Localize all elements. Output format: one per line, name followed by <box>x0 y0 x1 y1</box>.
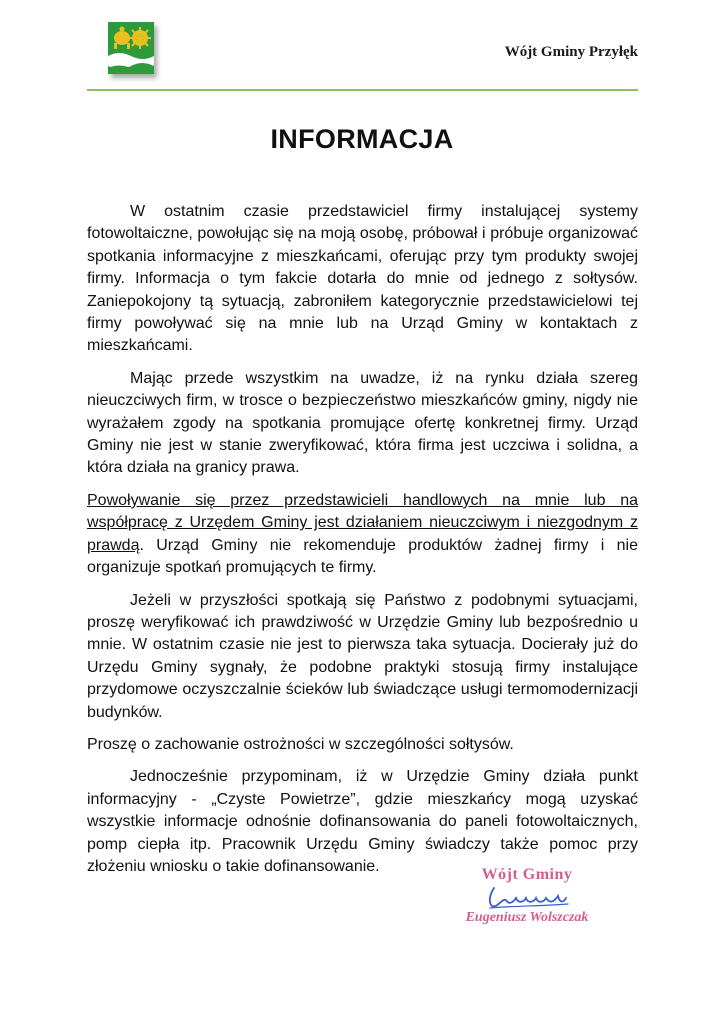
underlined-statement: Powoływanie się przez przedstawicieli handlowych na mnie lub na współpracę z Urzędem Gminy jest działaniem nieuczciwym i niezgodnym z prawdą <box>87 491 638 554</box>
paragraph-1: W ostatnim czasie przedstawiciel firmy instalującej systemy fotowoltaiczne, powołując się na moją osobę, próbował i próbuje organizować spotkania informacyjne z mieszkańcami, oferując przy tym produkty swojej firmy. Informacja o tym fakcie dotarła do mnie od jednego z sołtysów. Zaniepokojony tą sytuacją, zabroniłem kategorycznie przedstawicielowi tej firmy powoływać się na mnie lub na Urząd Gminy w kontaktach z mieszkańcami. <box>87 203 638 355</box>
document-title: INFORMACJA <box>270 124 454 154</box>
handwritten-signature-icon <box>472 884 582 910</box>
document-body <box>87 201 638 888</box>
paragraph-6: Jednocześnie przypominam, iż w Urzędzie Gminy działa punkt informacyjny - „Czyste Powietrze”, gdzie mieszkańcy mogą uzyskać wszystkie informacje odnośnie dofinansowania do paneli fotowoltaicznych, pomp ciepła itp. Pracownik Urzędu Gminy świadczy także pomoc przy złożeniu wniosku o takie dofinansowanie. <box>87 768 638 875</box>
paragraph-3-rest: . Urząd Gminy nie rekomenduje produktów żadnej firmy i nie organizuje spotkań promujących te firmy. <box>87 536 638 577</box>
paragraph-2: Mając przede wszystkim na uwadze, iż na rynku działa szereg nieuczciwych firm, w trosce o bezpieczeństwo mieszkańców gminy, nigdy nie wyrażałem zgody na spotkania promujące ofertę konkretnej firmy. Urząd Gminy nie jest w stanie zweryfikować, która firma jest uczciwa i solidna, a która działa na granicy prawa. <box>87 369 638 477</box>
paragraph-4: Jeżeli w przyszłości spotkają się Państwo z podobnymi sytuacjami, proszę weryfikować ich prawdziwość w Urzędzie Gminy lub bezpośrednio u mnie. W ostatnim czasie nie jest to pierwsza taka sytuacja. Docierały już do Urzędu Gminy sygnały, że podobne praktyki stosują firmy instalujące przydomowe oczyszczalnie ścieków lub świadczące usługi termomodernizacji budynków. <box>87 591 638 721</box>
header-title: Wójt Gminy Przyłęk <box>504 44 638 60</box>
signature-name: Eugeniusz Wolszczak <box>465 910 589 925</box>
coat-of-arms-icon <box>108 22 154 74</box>
signature-stamp <box>452 866 602 926</box>
paragraph-3 <box>87 490 638 580</box>
paragraph-5: Proszę o zachowanie ostrożności w szczególności sołtysów. <box>87 735 514 753</box>
header-divider <box>87 89 638 91</box>
signature-title: Wójt Gminy <box>481 866 573 883</box>
letterhead <box>0 0 724 92</box>
